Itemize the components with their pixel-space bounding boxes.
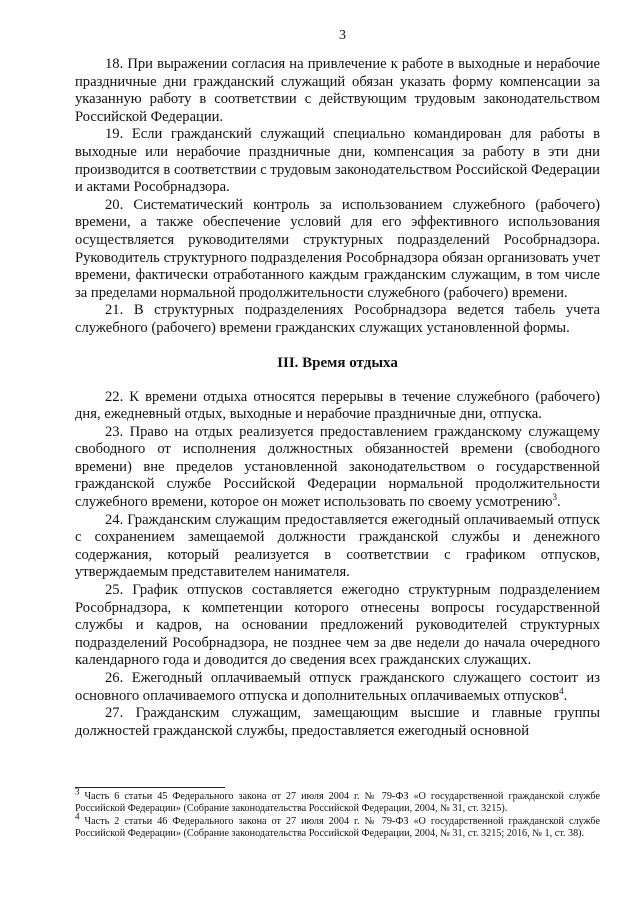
paragraph-27: 27. Гражданским служащим, замещающим высшие и главные группы должностей гражданской службы, предоставляется ежегодный основной <box>75 705 600 739</box>
paragraph-26 <box>75 670 600 705</box>
paragraph-26-end: . <box>563 687 568 704</box>
footnote-ref-4: 4 <box>559 685 564 696</box>
footnote-ref-3: 3 <box>552 492 557 503</box>
paragraph-18: 18. При выражении согласия на привлечение к работе в выходные и нерабочие праздничные дни гражданский служащий обязан указать форму компенсации за указанную работу в соответствии с действующим трудовым законодательством Российской Федерации. <box>75 56 600 125</box>
paragraph-23-text: 23. Право на отдых реализуется предоставлением гражданскому служащему свободного от исполнения должностных обязанностей времени (свободного времени) вне пределов установленной законодательством о государственной гражданской службе Российской Федерации нормальной продолжительности служебного времени, которое он может использовать по своему усмотрению <box>75 423 600 511</box>
footnote-4 <box>75 811 600 841</box>
paragraph-23-end: . <box>557 494 561 511</box>
paragraph-19: 19. Если гражданский служащий специально командирован для работы в выходные или нерабочие праздничные дни, компенсация за работу в эти дни производится в соответствии с трудовым законодательством Российской Федерации и актами Рособрнадзора. <box>75 126 600 196</box>
paragraph-26-text: 26. Ежегодный оплачиваемый отпуск гражданского служащего состоит из основного оплачиваемого отпуска и дополнительных оплачиваемых отпусков <box>75 670 600 704</box>
paragraph-22: 22. К времени отдыха относятся перерывы в течение служебного (рабочего) дня, ежедневный отдых, выходные и нерабочие праздничные дни, отпуска. <box>75 388 600 423</box>
paragraph-24: 24. Гражданским служащим предоставляется ежегодный оплачиваемый отпуск с сохранением замещаемой должности гражданской службы и денежного содержания, который реализуется в соответствии с графиком отпусков, утверждаемым представителем нанимателя. <box>75 511 600 581</box>
page-number: 3 <box>339 28 346 43</box>
footnote-mark-3: 3 <box>75 786 80 797</box>
paragraph-20: 20. Систематический контроль за использованием служебного (рабочего) времени, а также обеспечение условий для его эффективного использования осуществляется руководителями структурных подразделений Рособрнадзора. Руководитель структурного подразделения Рособрнадзора обязан организовать учет времени, фактически отработанного каждым гражданским служащим, в том числе за пределами нормальной продолжительности служебного (рабочего) времени. <box>75 196 600 301</box>
section-heading: III. Время отдыха <box>277 354 398 371</box>
paragraph-21: 21. В структурных подразделениях Рособрнадзора ведется табель учета служебного (рабочего) времени гражданских служащих установленной формы. <box>75 302 600 336</box>
document-body <box>75 56 600 740</box>
paragraph-25: 25. График отпусков составляется ежегодно структурным подразделением Рособрнадзора, к компетенции которого отнесены вопросы государственной службы и кадров, на основании предложений руководителей структурных подразделений Рособрнадзора, не позднее чем за две недели до начала очередного календарного года и доводится до сведения всех гражданских служащих. <box>75 582 600 669</box>
footnote-3-text: Часть 6 статьи 45 Федерального закона от 27 июля 2004 г. № 79-ФЗ «О государственной гражданской службе Российской Федерации» (Собрание законодательства Российской Федерации, 2004, № 31, ст. 3215). <box>75 791 600 815</box>
footnotes <box>75 787 600 841</box>
footnote-divider <box>75 787 225 788</box>
paragraph-23 <box>75 424 600 512</box>
footnote-4-text: Часть 2 статьи 46 Федерального закона от 27 июля 2004 г. № 79-ФЗ «О государственной гражданской службе Российской Федерации» (Собрание законодательства Российской Федерации, 2004, № 31, ст. 3215; 2016, № 1, ст. 38). <box>75 815 600 840</box>
footnote-3 <box>75 786 600 816</box>
footnote-mark-4: 4 <box>75 811 80 822</box>
